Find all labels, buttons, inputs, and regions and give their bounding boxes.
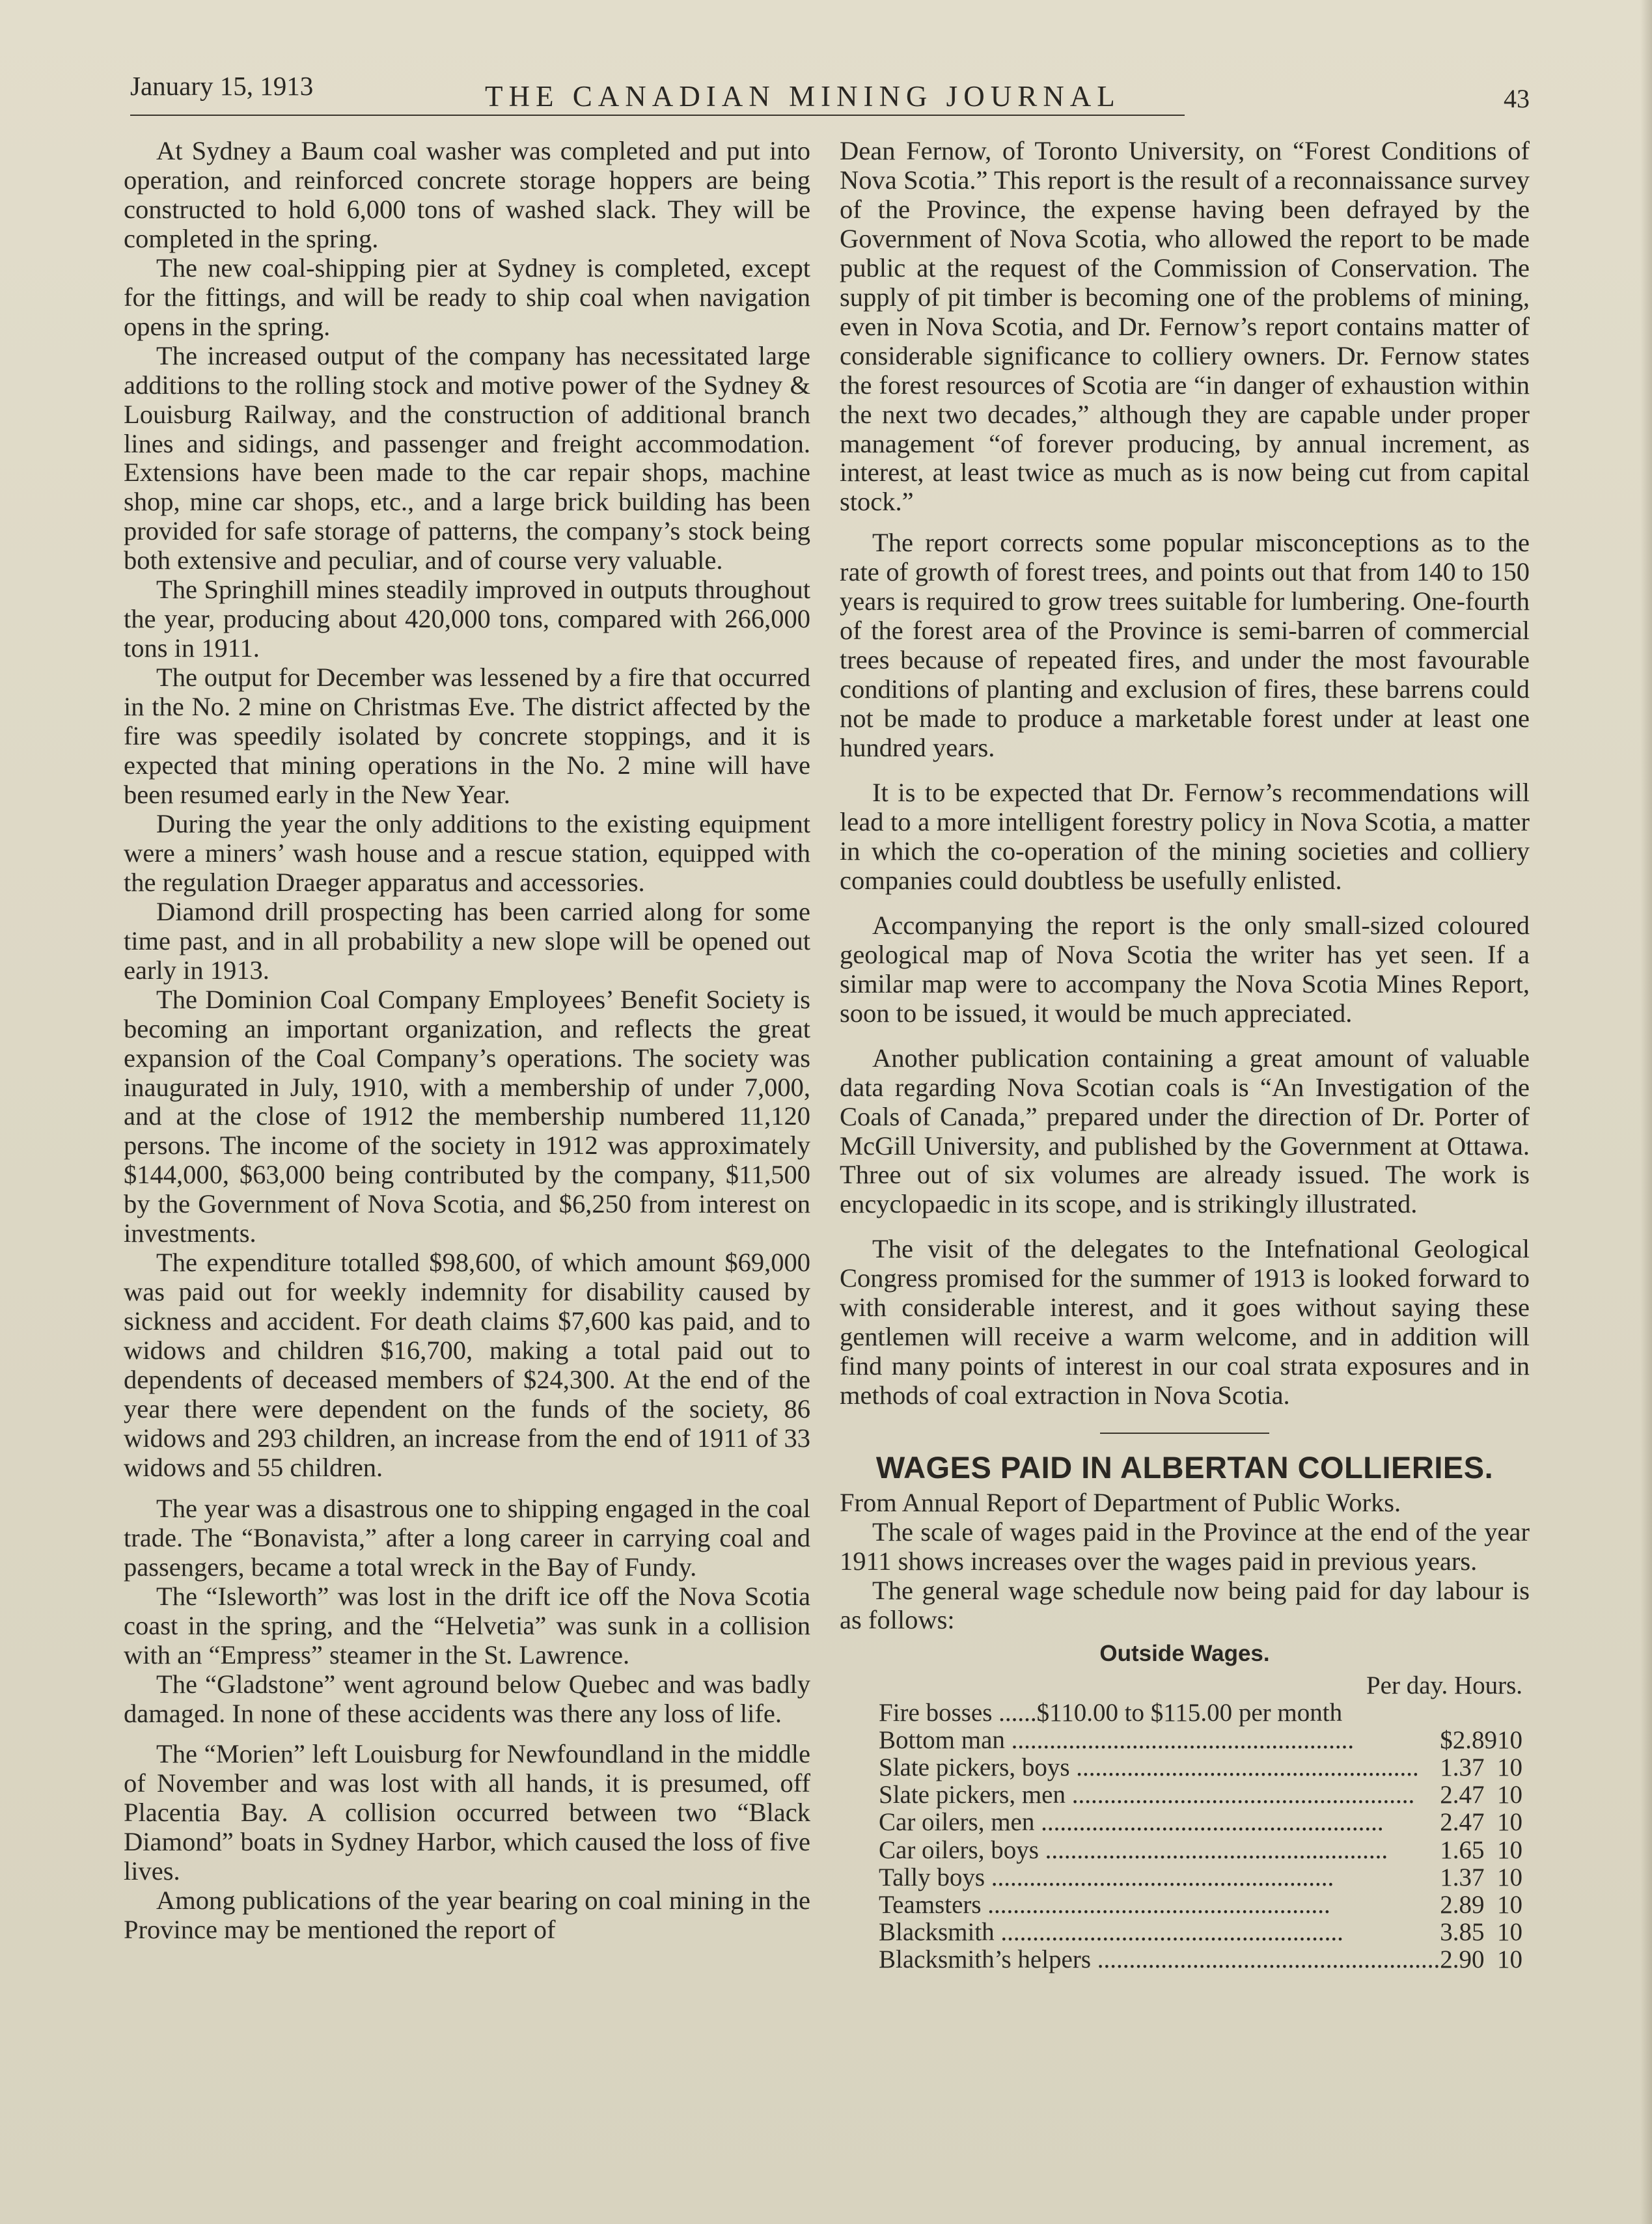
leader-dots xyxy=(1070,1754,1419,1781)
paragraph: The expenditure totalled $98,600, of which amount $69,000 was paid out for weekly indemnity for disability caused by sickness and accident. For death claims $7,600 kas paid, and to widows and children $16,700, making a total paid out to dependents of deceased members of $24,300. At the end of the year there were dependent on the funds of the society, 86 widows and 293 children, an increase from the end of 1911 of 33 widows and 55 children. xyxy=(124,1248,810,1482)
daily-pay: 1.37 xyxy=(1440,1753,1485,1782)
daily-pay: 3.85 xyxy=(1440,1917,1485,1946)
hours: 10 xyxy=(1497,1726,1523,1755)
paragraph: The report corrects some popular misconceptions as to the rate of growth of forest trees, and points out that from 140 to 150 years is required to grow trees suitable for lumbering. One-fourth of the forest area of the Province is semi-barren of commercial trees because of repeated fires, and under the most favourable conditions of planting and exclusion of fires, these barrens could not be made to produce a marketable forest under at least one hundred years. xyxy=(840,528,1530,763)
leader-dots xyxy=(1091,1946,1440,1973)
paragraph: The increased output of the company has necessitated large additions to the rolling stock and motive power of the Sydney & Louisburg Railway, and the construction of additional branch lines and sidings, and passenger and freight accommodation. Extensions have been made to the car repair shops, machine shop, mine car shops, etc., and a large brick building has been provided for safe storage of patterns, the company’s stock being both extensive and peculiar, and of course very valuable. xyxy=(124,340,810,575)
paragraph: Another publication containing a great amount of valuable data regarding Nova Scotian coals is “An Investigation of the Coals of Canada,” prepared under the direction of Dr. Porter of McGill University, and published by the Government at Ottawa. Three out of six volumes are already issued. The work is encyclopaedic in its scope, and is strikingly illustrated. xyxy=(840,1043,1530,1219)
paragraph: The visit of the delegates to the Intefnational Geological Congress promised for the summer of 1913 is looked forward to with considerable interest, and it goes without saying these gentlemen will receive a warm welcome, and in addition will find many points of interest in our coal strata exposures and in methods of coal extraction in Nova Scotia. xyxy=(840,1234,1530,1410)
paragraph: Accompanying the report is the only small-sized coloured geological map of Nova Scotia the writer has yet seen. If a similar map were to accompany the Nova Scotia Mines Report, soon to be issued, it would be much appreciated. xyxy=(840,910,1530,1028)
leader-dots xyxy=(1066,1781,1414,1809)
page-edge-shadow xyxy=(1640,0,1652,2224)
paragraph: The Springhill mines steadily improved in outputs throughout the year, producing about 420,000 tons, compared with 266,000 tons in 1911. xyxy=(124,575,810,663)
paragraph: The output for December was lessened by a fire that occurred in the No. 2 mine on Christmas Eve. The district affected by the fire was speedily isolated by concrete stoppings, and it is expected that mining operations in the No. 2 mine will have been resumed early in the New Year. xyxy=(124,663,810,809)
paragraph: At Sydney a Baum coal washer was completed and put into operation, and reinforced concrete storage hoppers are being constructed to hold 6,000 tons of washed slack. They will be completed in the spring. xyxy=(124,136,810,253)
fire-bosses-row: Fire bosses ......$110.00 to $115.00 per month xyxy=(879,1698,1343,1727)
daily-pay: 2.47 xyxy=(1440,1808,1485,1837)
table-header-row xyxy=(879,1672,1522,1699)
hours: 10 xyxy=(1497,1863,1523,1891)
leader-dots xyxy=(1034,1809,1383,1836)
paragraph: It is to be expected that Dr. Fernow’s recommendations will lead to a more intelligent forestry policy in Nova Scotia, a matter in which the co-operation of the mining societies and colliery companies could doubtless be usefully enlisted. xyxy=(840,778,1530,895)
daily-pay: 2.90 xyxy=(1440,1945,1485,1973)
hours: 10 xyxy=(1497,1945,1523,1973)
leader-dots xyxy=(995,1919,1343,1946)
header-rule xyxy=(130,115,1185,116)
job-title: Car oilers, boys xyxy=(879,1836,1039,1864)
job-title: Blacksmith xyxy=(879,1918,995,1946)
issue-date: January 15, 1913 xyxy=(130,71,314,101)
job-title: Tally boys xyxy=(879,1863,985,1891)
hours: 10 xyxy=(1497,1835,1523,1864)
paragraph: The general wage schedule now being paid for day labour is as follows: xyxy=(840,1576,1530,1635)
table-subheading: Outside Wages. xyxy=(1099,1641,1270,1666)
table-row xyxy=(879,1919,1522,1946)
section-divider xyxy=(1100,1433,1269,1434)
job-title: Blacksmith’s helpers xyxy=(879,1945,1092,1973)
hours: 10 xyxy=(1497,1917,1523,1946)
job-title: Teamsters xyxy=(879,1891,982,1919)
leader-dots xyxy=(985,1864,1334,1891)
section-title: WAGES PAID IN ALBERTAN COLLIERIES. xyxy=(875,1450,1494,1485)
paragraph: The “Isleworth” was lost in the drift ice off the Nova Scotia coast in the spring, and the “Helvetia” was sunk in a collision with an “Empress” steamer in the St. Lawrence. xyxy=(124,1581,810,1669)
table-row xyxy=(879,1727,1522,1754)
table-row xyxy=(879,1864,1522,1891)
left-column xyxy=(124,137,810,1945)
table-row xyxy=(879,1891,1522,1919)
paragraph: The new coal-shipping pier at Sydney is completed, except for the fittings, and will be ready to ship coal when navigation opens in the spring. xyxy=(124,253,810,341)
leader-dots xyxy=(1005,1727,1354,1754)
paragraph: During the year the only additions to the existing equipment were a miners’ wash house and a rescue station, equipped with the regulation Draeger apparatus and accessories. xyxy=(124,808,810,897)
paragraph: Dean Fernow, of Toronto University, on “Forest Conditions of Nova Scotia.” This report is the result of a reconnaissance survey of the Province, the expense having been defrayed by the Government of Nova Scotia, who allowed the report to be made public at the request of the Commission of Conservation. The supply of pit timber is becoming one of the problems of mining, even in Nova Scotia, and Dr. Fernow’s report contains matter of considerable significance to colliery owners. Dr. Fernow states the forest resources of Scotia are “in danger of exhaustion within the next two decades,” although they are capable under proper management “of forever producing, by annual increment, as interest, at least twice as much as is now being cut from capital stock.” xyxy=(840,136,1530,517)
table-row xyxy=(879,1781,1522,1809)
source-line: From Annual Report of Department of Public Works. xyxy=(840,1488,1401,1518)
paragraph: The “Gladstone” went aground below Quebec and was badly damaged. In none of these accidents was there any loss of life. xyxy=(124,1669,810,1728)
hours: 10 xyxy=(1497,1753,1523,1782)
daily-pay: 2.89 xyxy=(1440,1890,1485,1919)
page-number: 43 xyxy=(1504,84,1530,113)
job-title: Slate pickers, boys xyxy=(879,1754,1070,1782)
table-row xyxy=(879,1837,1522,1864)
paragraph: The scale of wages paid in the Province at the end of the year 1911 shows increases over the wages paid in previous years. xyxy=(840,1517,1530,1576)
table-row xyxy=(879,1946,1522,1973)
job-title: Bottom man xyxy=(879,1727,1005,1755)
paragraph: The “Morien” left Louisburg for Newfoundland in the middle of November and was lost with all hands, it is presumed, off Placentia Bay. A collision occurred between two “Black Diamond” boats in Sydney Harbor, which caused the loss of five lives. xyxy=(124,1739,810,1886)
journal-title: THE CANADIAN MINING JOURNAL xyxy=(485,80,1121,113)
daily-pay: 1.37 xyxy=(1440,1863,1485,1891)
running-head xyxy=(130,65,1530,117)
table-row xyxy=(879,1699,1522,1727)
right-column xyxy=(840,137,1530,1973)
wage-table xyxy=(879,1672,1522,1973)
daily-pay: 1.65 xyxy=(1440,1835,1485,1864)
leader-dots xyxy=(982,1891,1330,1919)
leader-dots xyxy=(1039,1837,1388,1864)
hours: 10 xyxy=(1497,1808,1523,1837)
table-row xyxy=(879,1754,1522,1781)
paragraph: The Dominion Coal Company Employees’ Benefit Society is becoming an important organization, and reflects the great expansion of the Coal Company’s operations. The society was inaugurated in July, 1910, with a membership of under 7,000, and at the close of 1912 the membership numbered 11,120 persons. The income of the society in 1912 was approximately $144,000, $63,000 being contributed by the company, $11,500 by the Government of Nova Scotia, and $6,250 from interest on investments. xyxy=(124,984,810,1248)
paragraph: The year was a disastrous one to shipping engaged in the coal trade. The “Bonavista,” after a long career in carrying coal and passengers, became a total wreck in the Bay of Fundy. xyxy=(124,1493,810,1582)
table-header: Per day. Hours. xyxy=(1366,1671,1523,1699)
table-row xyxy=(879,1809,1522,1836)
daily-pay: $2.89 xyxy=(1440,1726,1498,1755)
hours: 10 xyxy=(1497,1781,1523,1809)
job-title: Slate pickers, men xyxy=(879,1781,1066,1809)
daily-pay: 2.47 xyxy=(1440,1781,1485,1809)
hours: 10 xyxy=(1497,1890,1523,1919)
paragraph: Among publications of the year bearing on coal mining in the Province may be mentioned the report of xyxy=(124,1886,810,1945)
paragraph: Diamond drill prospecting has been carried along for some time past, and in all probability a new slope will be opened out early in 1913. xyxy=(124,896,810,985)
job-title: Car oilers, men xyxy=(879,1809,1035,1837)
